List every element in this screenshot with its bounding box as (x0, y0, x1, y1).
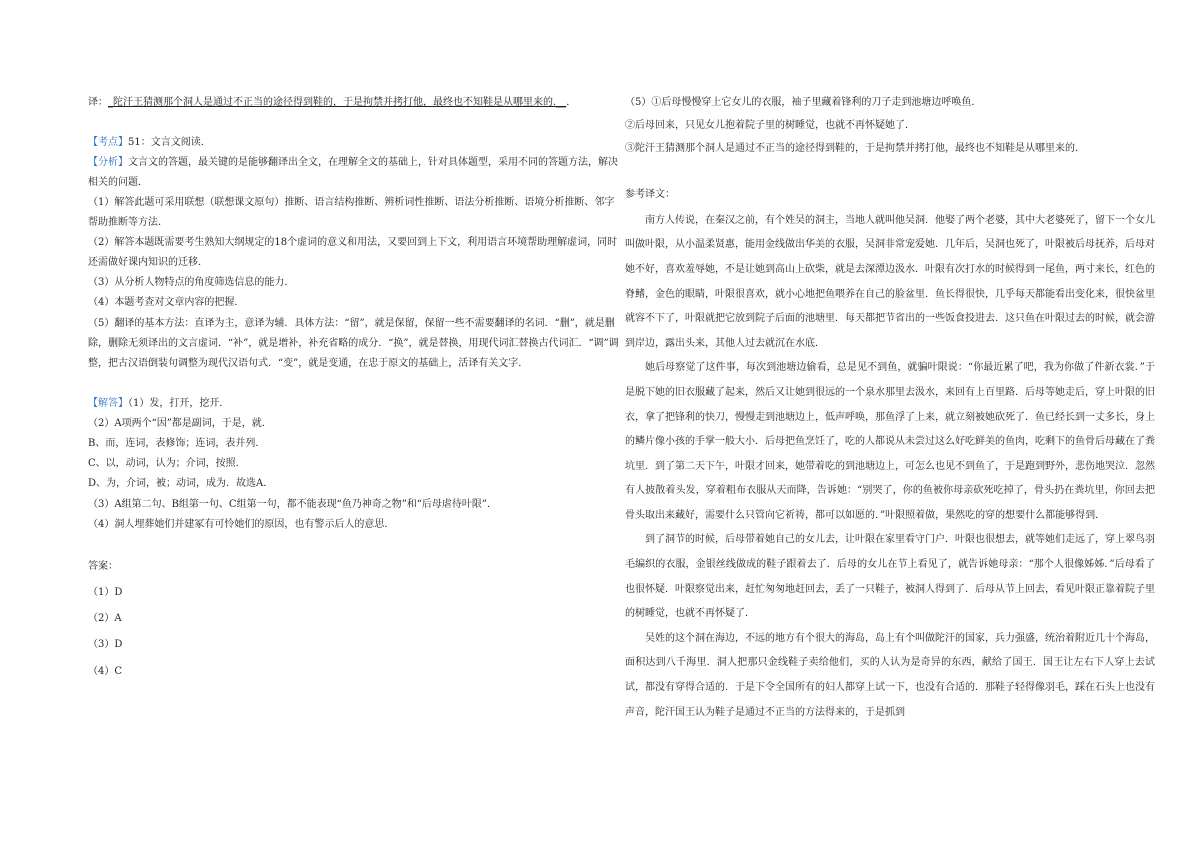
right-item: （5）①后母慢慢穿上它女儿的衣服，袖子里藏着锋利的刀子走到池塘边呼唤鱼． (625, 97, 982, 108)
translation-line (88, 93, 620, 133)
jieda-item: （4）洞人埋葬她们并建冢有可怜她们的原因，也有警示后人的意思． (88, 518, 395, 530)
kaodian-tag: 【考点】 (88, 137, 128, 148)
jieda-first: （1）发，打开，挖开． (128, 397, 230, 409)
translation-prefix: 译： (88, 97, 108, 108)
translation-answer: _陀汗王猜测那个洞人是通过不正当的途径得到鞋的，于是拘禁并拷打他，最终也不知鞋是从哪里来的.__ (108, 97, 567, 108)
answers-label: 答案： (88, 560, 118, 572)
jieda-item: （2）A项两个“因”都是副词，于是，就． (88, 417, 272, 429)
jieda-item: B、而，连词，表修饰；连词，表并列． (88, 437, 266, 449)
answer-item: （4）C (88, 665, 123, 677)
analysis-item: （3）从分析人物特点的角度筛选信息的能力． (88, 277, 295, 289)
reference-paragraph: 到了洞节的时候，后母带着她自己的女儿去，让叶限在家里看守门户．叶限也很想去，就等她们走远了，穿上翠鸟羽毛编织的衣服，金银丝线做成的鞋子跟着去了．后母的女儿在节上看见了，就告诉她母亲：“那个人很像姊姊．”后母看了也很怀疑．叶限察觉出来，赶忙匆匆地赶回去，丢了一只鞋子，被洞人得到了．后母从节上回去，看见叶限正靠着院子里的树睡觉，也就不再怀疑了． (625, 534, 1155, 620)
right-column (625, 93, 1155, 725)
reference-paragraph: 她后母察觉了这件事，每次到池塘边偷看，总是见不到鱼，就骗叶限说：“你最近累了吧，我为你做了件新衣裳．”于是脱下她的旧衣服藏了起来，然后又让她到很远的一个泉水那里去汲水，来回有上百里路．后母等她走后，穿上叶限的旧衣，拿了把锋利的快刀，慢慢走到池塘边上，低声呼唤，那鱼浮了上来，就立刻被她砍死了．鱼已经长到一丈多长，身上的鳞片像小孩的手掌一般大小．后母把鱼烹饪了，吃的人都说从未尝过这么好吃鲜美的鱼肉，吃剩下的鱼骨后母藏在了粪坑里．到了第二天下午，叶限才回来，她带着吃的到池塘边上，可怎么也见不到鱼了，于是跑到野外，悲伤地哭泣．忽然有人披散着头发，穿着粗布衣服从天而降，告诉她：“别哭了，你的鱼被你母亲砍死吃掉了，骨头扔在粪坑里，你回去把骨头取出来藏好，需要什么只管向它祈祷，都可以如愿的．”叶限照着做，果然吃的穿的想要什么都能够得到． (625, 362, 1155, 521)
right-item: ②后母回来，只见女儿抱着院子里的树睡觉，也就不再怀疑她了． (625, 120, 915, 132)
fenxi-text: 文言文的答题，最关键的是能够翻译出全文，在理解全文的基础上，针对具体题型，采用不同的答题方法，解决相关的问题． (88, 157, 618, 189)
kaodian-text: 51：文言文阅读． (128, 137, 211, 148)
analysis-item: （5）翻译的基本方法：直译为主，意译为辅．具体方法：“留”，就是保留，保留一些不需要翻译的名词．“删”，就是删除，删除无须译出的文言虚词．“补”，就是增补，补充省略的成分．“换”，就是替换，用现代词汇替换古代词汇．“调”调整，把古汉语倒装句调整为现代汉语句式．“变”，就是变通，在忠于原文的基础上，活译有关文字． (88, 317, 619, 369)
analysis-item: （4）本题考查对文章内容的把握． (88, 297, 245, 309)
reference-paragraph: 吴姓的这个洞在海边，不远的地方有个很大的海岛，岛上有个叫做陀汗的国家，兵力强盛，统治着附近几十个海岛，面积达到八千海里．洞人把那只金线鞋子卖给他们，买的人认为是奇异的东西，献给了国王．国王让左右下人穿上去试试，都没有穿得合适的．于是下令全国所有的妇人都穿上试一下，也没有合适的．那鞋子轻得像羽毛，踩在石头上也没有声音，陀汗国王认为鞋子是通过不正当的方法得来的，于是抓到 (625, 632, 1155, 718)
jieda-tag: 【解答】 (88, 397, 128, 409)
left-column (88, 93, 620, 682)
kaodian-line (88, 133, 620, 153)
analysis-item: （2）解答本题既需要考生熟知大纲规定的18个虚词的意义和用法，又要回到上下文，利用语言环境帮助理解虚词，同时还需做好课内知识的迁移． (88, 237, 618, 269)
translation-end: ． (566, 97, 577, 108)
jieda-item: D、为，介词，被；动词，成为．故选A． (88, 478, 274, 490)
analysis-item: （1）解答此题可采用联想（联想课文原句）推断、语言结构推断、辨析词性推断、语法分析推断、语境分析推断、邻字帮助推断等方法． (88, 197, 615, 229)
reference-paragraph: 南方人传说，在秦汉之前，有个姓吴的洞主，当地人就叫他吴洞．他娶了两个老婆，其中大老婆死了，留下一个女儿叫做叶限，从小温柔贤惠，能用金线做出华美的衣服，吴洞非常宠爱她．几年后，吴洞也死了，叶限被后母抚养，后母对她不好，喜欢羞辱她，不是让她到高山上砍柴，就是去深潭边汲水．叶限有次打水的时候得到一尾鱼，两寸来长，红色的脊鳍，金色的眼睛，叶限很喜欢，就小心地把鱼喂养在自己的脸盆里．鱼长得很快，几乎每天都能看出变化来，很快盆里就容不下了，叶限就把它放到院子后面的池塘里．每天都把节省出的一些饭食投进去．这只鱼在叶限过去的时候，就会游到岸边，露出头来，其他人过去就沉在水底． (625, 214, 1155, 349)
right-item: ③陀汗王猜测那个洞人是通过不正当的途径得到鞋的，于是拘禁并拷打他，最终也不知鞋是从哪里来的． (625, 143, 1085, 155)
jieda-line (88, 394, 620, 414)
answer-item: （3）D (88, 639, 123, 651)
jieda-item: （3）A组第二句、B组第一句、C组第一句，都不能表现“鱼乃神奇之物”和“后母虐待叶限”． (88, 498, 498, 510)
answer-item: （2）A (88, 613, 122, 625)
answer-item: （1）D (88, 587, 123, 599)
jieda-item: C、以，动词，认为；介词，按照． (88, 458, 246, 470)
fenxi-tag: 【分析】 (88, 157, 128, 169)
fenxi-line (88, 153, 620, 193)
reference-title: 参考译文： (625, 188, 675, 200)
